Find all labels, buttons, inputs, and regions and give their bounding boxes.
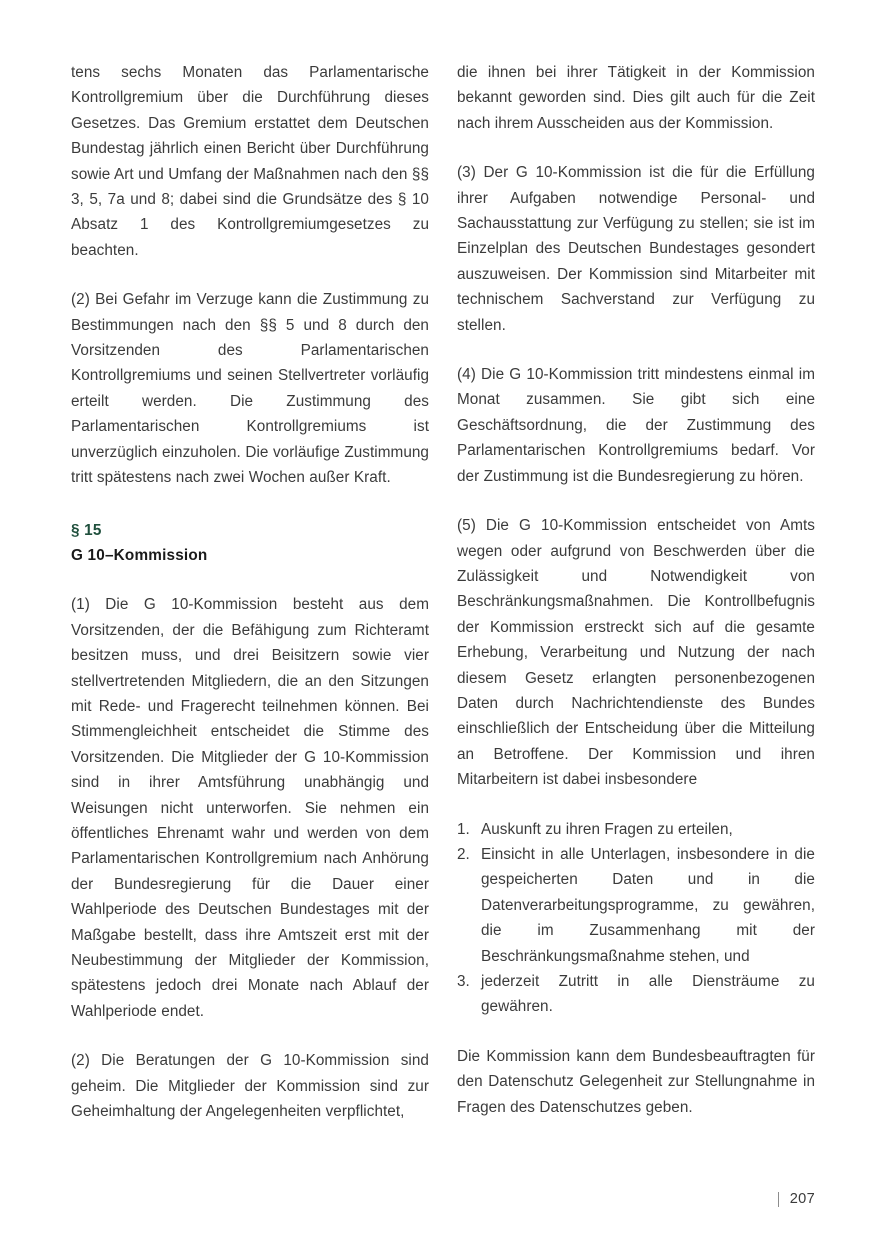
list-item (457, 842, 815, 969)
paragraph-15-5: (5) Die G 10-Kommission entscheidet von Amts wegen oder aufgrund von Beschwerden über die Zulässigkeit und Notwendigkeit von Beschränkungsmaßnahmen. Die Kontrollbefugnis der Kommission erstreckt sich auf die gesamte Erhebung, Verarbeitung und Nutzung der nach diesem Gesetz erlangten personenbezogenen Daten durch Nachrichtendienste des Bundes einschließlich der Entscheidung über die Mitteilung an Betroffene. Der Kommission und ihren Mitarbeitern ist dabei insbesondere (457, 517, 815, 789)
list-item (457, 817, 815, 842)
section-heading (71, 515, 429, 569)
list-item-text: Einsicht in alle Unterlagen, insbesondere in die gespeicherten Daten und in die Datenverarbeitungsprogramme, zu gewähren, die im Zusammenhang mit der Beschränkungsmaßnahme stehen, und (481, 845, 815, 965)
paragraph-14-2: (2) Bei Gefahr im Verzuge kann die Zustimmung zu Bestimmungen nach den §§ 5 und 8 durch den Vorsitzenden des Parlamentarischen Kontrollgremiums und seinen Stellvertreter vorläufig erteilt werden. Die Zustimmung des Parlamentarischen Kontrollgremiums ist unverzüglich einzuholen. Die vorläufige Zustimmung tritt spätestens nach zwei Wochen außer Kraft. (71, 291, 429, 487)
list-item-text: Auskunft zu ihren Fragen zu erteilen, (481, 820, 733, 838)
list-item-marker: 2. (457, 845, 470, 863)
list-item-marker: 3. (457, 973, 470, 990)
page-footer (778, 1190, 815, 1208)
paragraph-15-2-continued: die ihnen bei ihrer Tätigkeit in der Kommission bekannt geworden sind. Dies gilt auch für die Zeit nach ihrem Ausscheiden aus der Kommission. (457, 64, 815, 132)
paragraph-15-4: (4) Die G 10-Kommission tritt mindestens einmal im Monat zusammen. Sie gibt sich eine Geschäftsordnung, die der Zustimmung des Parlamentarischen Kontrollgremiums bedarf. Vor der Zustimmung ist die Bundesregierung zu hören. (457, 366, 815, 485)
list-item-marker: 1. (457, 820, 470, 838)
paragraph-continued: tens sechs Monaten das Parlamentarische Kontrollgremium über die Durchführung dieses Gesetzes. Das Gremium erstattet dem Deutschen Bundestag jährlich einen Bericht über Durchführung sowie Art und Umfang der Maßnahmen nach den §§ 3, 5, 7a und 8; dabei sind die Grundsätze des § 10 Absatz 1 des Kontrollgremiumgesetzes zu beachten. (71, 64, 429, 259)
right-column (457, 60, 815, 1120)
paragraph-15-1: (1) Die G 10-Kommission besteht aus dem Vorsitzenden, der die Befähigung zum Richteramt besitzen muss, und drei Beisitzern sowie vier stellvertretenden Mitgliedern, die an den Sitzungen mit Rede- und Fragerecht teilnehmen können. Bei Stimmengleichheit entscheidet die Stimme des Vorsitzenden. Die Mitglieder der G 10-Kommission sind in ihrer Amtsführung unabhängig und Weisungen nicht unterworfen. Sie nehmen ein öffentliches Ehrenamt wahr und werden von dem Parlamentarischen Kontrollgremium nach Anhörung der Bundesregierung für die Dauer einer Wahlperiode des Deutschen Bundestages mit der Maßgabe bestellt, dass ihre Amtszeit erst mit der Neubestimmung der Mitglieder der Kommission, spätestens jedoch drei Monate nach Ablauf der Wahlperiode endet. (71, 596, 429, 1020)
left-column (71, 60, 429, 1124)
list-item (457, 969, 815, 1020)
section-number: § 15 (71, 521, 102, 539)
page-number: 207 (789, 1191, 815, 1207)
paragraph-15-3: (3) Der G 10-Kommission ist die für die Erfüllung ihrer Aufgaben notwendige Personal- und Sachausstattung zur Verfügung zu stellen; sie ist im Einzelplan des Deutschen Bundestages gesondert auszuweisen. Der Kommission sind Mitarbeiter mit technischem Sachverstand zur Verfügung zu stellen. (457, 164, 815, 334)
numbered-list (457, 817, 815, 1020)
two-column-body (71, 60, 815, 1124)
footer-rule-icon (778, 1192, 779, 1207)
section-title: G 10–Kommission (71, 546, 208, 564)
list-item-text: jederzeit Zutritt in alle Diensträume zu gewähren. (481, 973, 815, 1016)
paragraph-15-2: (2) Die Beratungen der G 10-Kommission sind geheim. Die Mitglieder der Kommission sind zur Geheimhaltung der Angelegenheiten verpflichtet, (71, 1052, 429, 1121)
paragraph-closing: Die Kommission kann dem Bundesbeauftragten für den Datenschutz Gelegenheit zur Stellungnahme in Fragen des Datenschutzes geben. (457, 1047, 815, 1116)
